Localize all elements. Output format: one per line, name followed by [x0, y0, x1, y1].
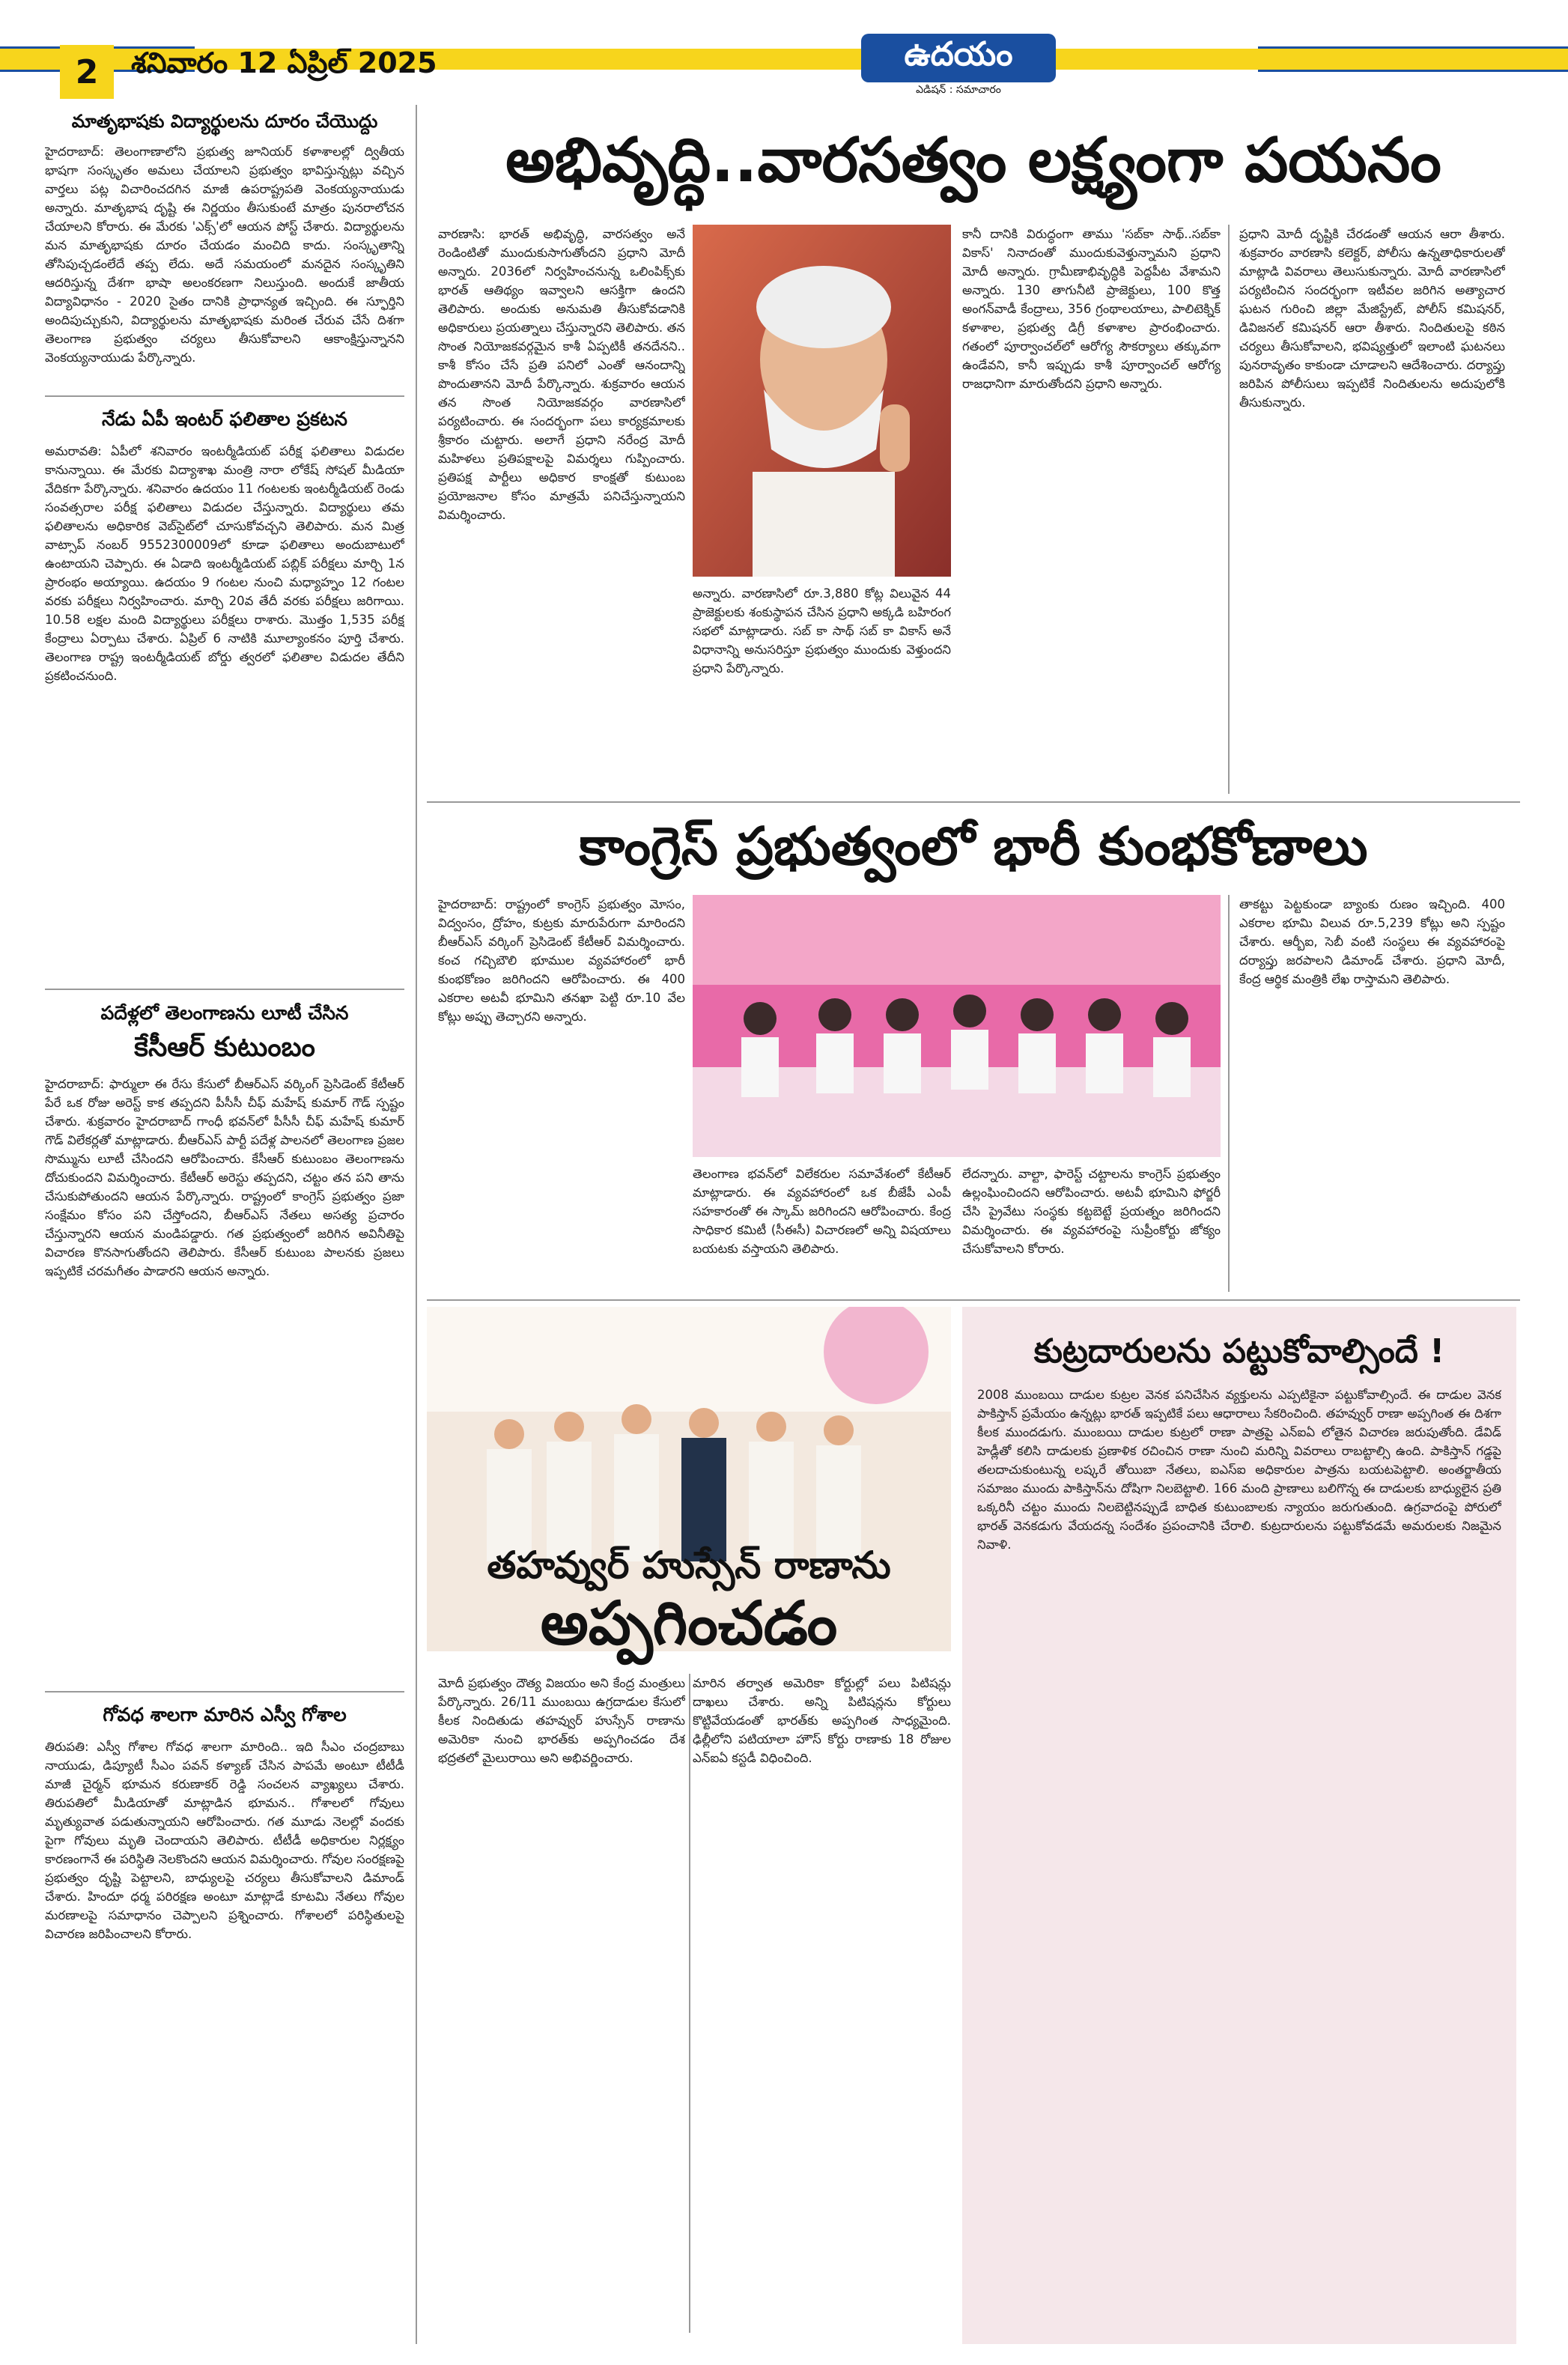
rana-col3: మారిన తర్వాత అమెరికా కోర్టుల్లో పలు పిటిషన్లు దాఖలు చేశారు. అన్ని పిటిషన్లను కోర్టులు కొట్టివేయడంతో భారత్‌కు అప్పగింత సాధ్యమైంది. ఢిల్లీలోని పటియాలా హౌస్ కోర్టు రాణాకు 18 రోజుల ఎన్ఐఏ కస్టడీ విధించింది. [693, 1676, 951, 1765]
congress-col4: తాకట్టు పెట్టకుండా బ్యాంకు రుణం ఇచ్చింది. 400 ఎకరాల భూమి విలువ రూ.5,239 కోట్లు అని స్పష్టం చేశారు. ఆర్బీఐ, సెబీ వంటి సంస్థలు ఈ వ్యవహారంపై దర్యాప్తు జరపాలని డిమాండ్ చేశారు. ప్రధాని మోదీ, కేంద్ర ఆర్థిక మంత్రికి లేఖ రాస్తామని తెలిపారు. [1239, 897, 1505, 986]
rana-headline-line2: అప్పగించడం [540, 1588, 838, 1658]
modi-photo [693, 225, 951, 577]
divider [427, 801, 1520, 803]
column-rule [689, 1674, 690, 2333]
brs-press-meet-image [693, 895, 1221, 1157]
sidebar-story4-title: గోవధ శాలగా మారిన ఎస్వీ గోశాల [103, 1704, 347, 1725]
column-rule [1228, 225, 1230, 794]
sidebar-story2-body: అమరావతి: ఏపీలో శనివారం ఇంటర్మీడియట్ పరీక్ష ఫలితాలు విడుదల కానున్నాయి. ఈ మేరకు విద్యాశాఖ మంత్రి నారా లోకేష్ సోషల్ మీడియా వేదికగా పేర్కొన్నారు. శనివారం ఉదయం 11 గంటలకు ఇంటర్మీడియట్ రెండు సంవత్సరాల పరీక్ష ఫలితాలు విడుదల చేస్తున్నారు. విద్యార్థులు తమ ఫలితాలను అధికారిక వెబ్‌సైట్‌లో చూసుకోవచ్చని తెలిపారు. మన మిత్ర వాట్సాప్ నంబర్ 9552300009లో కూడా ఫలితాలు అందుబాటులో ఉంటాయని చెప్పారు. ఈ ఏడాది ఇంటర్మీడియట్ పబ్లిక్ పరీక్షలు మార్చి 1న ప్రారంభం అయ్యాయి. ఉదయం 9 గంటల నుంచి మధ్యాహ్నం 12 గంటల వరకు పరీక్షలు నిర్వహించారు. మార్చి 20వ తేదీ వరకు పరీక్షలు జరిగాయి. 10.58 లక్షల మంది విద్యార్థులు పరీక్షలు రాశారు. మొత్తం 1,535 పరీక్ష కేంద్రాలు ఏర్పాటు చేశారు. ఏప్రిల్ 6 నాటికి మూల్యాంకనం పూర్తి చేశారు. తెలంగాణ రాష్ట్ర ఇంటర్మీడియట్ బోర్డు త్వరలో ఫలితాల విడుదల తేదీని ప్రకటించనుంది. [45, 444, 404, 683]
editorial-headline: కుట్రదారులను పట్టుకోవాల్సిందే ! [1033, 1332, 1445, 1370]
masthead-logo: ఉదయం [861, 34, 1056, 82]
column-rule [1228, 895, 1230, 1292]
lead-headline: అభివృద్ధి..వారసత్వం లక్ష్యంగా పయనం [505, 125, 1441, 196]
congress-col2: తెలంగాణ భవన్‌లో విలేకరుల సమావేశంలో కేటీఆర్ మాట్లాడారు. ఈ వ్యవహారంలో ఒక బీజేపీ ఎంపీ సహకారంతో ఈ స్కామ్ జరిగిందని ఆరోపించారు. కేంద్ర సాధికార కమిటీ (సీఈసీ) విచారణలో అన్ని విషయాలు బయటకు వస్తాయని తెలిపారు. [693, 1167, 951, 1256]
masthead-tagline: ఎడిషన్ : సమాచారం [916, 84, 1001, 96]
lead-col4: ప్రధాని మోదీ దృష్టికి చేరడంతో ఆయన ఆరా తీశారు. శుక్రవారం వారణాసి కలెక్టర్, పోలీసు ఉన్నతాధికారులతో మాట్లాడి వివరాలు తెలుసుకున్నారు. మోదీ వారణాసిలో పర్యటించిన సందర్భంగా ఇటీవల జరిగిన అత్యాచార ఘటన గురించి జిల్లా మేజిస్ట్రేట్, పోలీస్ కమిషనర్, డివిజనల్ కమిషనర్ ఆరా తీశారు. నిందితులపై కఠిన చర్యలు తీసుకోవాలని, భవిష్యత్తులో ఇలాంటి ఘటనలు పునరావృతం కాకుండా చూడాలని ఆదేశించారు. దర్యాప్తు జరిపిన పోలీసులు ఇప్పటికే నిందితులను అదుపులోకి తీసుకున్నారు. [1239, 227, 1505, 410]
congress-col1: హైదరాబాద్: రాష్ట్రంలో కాంగ్రెస్ ప్రభుత్వం మోసం, విద్వంసం, ద్రోహం, కుట్రకు మారుపేరుగా మారిందని బీఆర్‌ఎస్ వర్కింగ్ ప్రెసిడెంట్ కేటీఆర్ విమర్శించారు. కంచ గచ్చిబౌలి భూముల వ్యవహారంలో భారీ కుంభకోణం జరిగిందని ఆరోపించారు. ఈ 400 ఎకరాల అటవీ భూమిని తనఖా పెట్టి రూ.10 వేల కోట్లు అప్పు తెచ్చారని అన్నారు. [438, 897, 685, 1024]
issue-date: శనివారం 12 ఏప్రిల్ 2025 [131, 46, 437, 79]
page-number: 2 [60, 45, 114, 99]
divider [45, 395, 404, 397]
sidebar-story4-body: తిరుపతి: ఎస్వీ గోశాల గోవధ శాలగా మారింది.. ఇది సీఎం చంద్రబాబు నాయుడు, డిప్యూటీ సీఎం పవన్ కళ్యాణ్ చేసిన పాపమే అంటూ టీటీడీ మాజీ చైర్మన్ భూమన కరుణాకర్ రెడ్డి సంచలన వ్యాఖ్యలు చేశారు. తిరుపతిలో మీడియాతో మాట్లాడిన భూమన.. గోశాలలో గోవులు మృత్యువాత పడుతున్నాయని ఆరోపించారు. గత మూడు నెలల్లో వందకు పైగా గోవులు మృతి చెందాయని తెలిపారు. టీటీడీ అధికారుల నిర్లక్ష్యం కారణంగానే ఈ పరిస్థితి నెలకొందని ఆయన విమర్శించారు. గోవుల సంరక్షణపై ప్రభుత్వం దృష్టి పెట్టాలని, బాధ్యులపై చర్యలు తీసుకోవాలని డిమాండ్ చేశారు. హిందూ ధర్మ పరిరక్షణ అంటూ మాట్లాడే కూటమి నేతలు గోవుల మరణాలపై సమాధానం చెప్పాలని ప్రశ్నించారు. గోశాలలో పరిస్థితులపై విచారణ జరిపించాలని కోరారు. [45, 1740, 404, 1941]
brs-press-meet-photo [693, 895, 1221, 1157]
modi-photo-image [693, 225, 951, 577]
divider [427, 1299, 1520, 1301]
sidebar-story3-body: హైదరాబాద్: ఫార్ములా ఈ రేసు కేసులో బీఆర్‌ఎస్ వర్కింగ్ ప్రెసిడెంట్ కేటీఆర్ పేరే ఒక రోజు అరెస్ట్ కాక తప్పదని పీసీసీ చీఫ్ మహేష్ కుమార్ గౌడ్ స్పష్టం చేశారు. శుక్రవారం హైదరాబాద్ గాంధీ భవన్‌లో పీసీసీ చీఫ్ మహేష్ కుమార్ గౌడ్ విలేకర్లతో మాట్లాడారు. బీఆర్‌ఎస్ పార్టీ పదేళ్ల పాలనలో తెలంగాణ ప్రజల సొమ్మును లూటీ చేసిందని ఆరోపించారు. కేసీఆర్ కుటుంబం తెలంగాణను దోచుకుందని విమర్శించారు. కేటీఆర్ అరెస్టు తప్పదని, చట్టం తన పని తాను చేసుకుపోతుందని ఆయన పేర్కొన్నారు. రాష్ట్రంలో కాంగ్రెస్ ప్రభుత్వం ప్రజా సంక్షేమం కోసం పని చేస్తోందని, బీఆర్‌ఎస్ నేతలు అసత్య ప్రచారం చేస్తున్నారని ఆయన మండిపడ్డారు. గత ప్రభుత్వంలో జరిగిన అవినీతిపై విచారణ కొనసాగుతోందని తెలిపారు. కేసీఆర్ కుటుంబ పాలనకు ప్రజలు ఇప్పటికే చరమగీతం పాడారని ఆయన అన్నారు. [45, 1077, 404, 1278]
editorial-body: 2008 ముంబయి దాడుల కుట్రల వెనక పనిచేసిన వ్యక్తులను ఎప్పటికైనా పట్టుకోవాల్సిందే. ఈ దాడుల వెనక పాకిస్తాన్ ప్రమేయం ఉన్నట్లు భారత్ ఇప్పటికే పలు ఆధారాలు సేకరించింది. తహవ్వుర్ రాణా అప్పగింత ఈ దిశగా కీలక ముందడుగు. ముంబయి దాడుల కుట్రలో రాణా పాత్రపై ఎన్ఐఏ లోతైన విచారణ జరుపుతోంది. డేవిడ్ హెడ్లీతో కలిసి దాడులకు ప్రణాళిక రచించిన రాణా నుంచి మరిన్ని వివరాలు రాబట్టాల్సి ఉంది. పాకిస్తాన్ గడ్డపై తలదాచుకుంటున్న లష్కరే తోయిబా నేతలు, ఐఎస్ఐ అధికారుల పాత్రను బయటపెట్టాలి. అంతర్జాతీయ సమాజం ముందు పాకిస్తాన్‌ను దోషిగా నిలబెట్టాలి. 166 మంది ప్రాణాలు బలిగొన్న ఈ దాడులకు బాధ్యులైన ప్రతి ఒక్కరినీ చట్టం ముందు నిలబెట్టినప్పుడే బాధిత కుటుంబాలకు న్యాయం జరుగుతుంది. ఉగ్రవాదంపై పోరులో భారత్ వెనకడుగు వేయదన్న సందేశం ప్రపంచానికి చేరాలి. కుట్రదారులను పట్టుకోవడమే అమరులకు నిజమైన నివాళి. [977, 1388, 1501, 1552]
sidebar-story3-title-line2: కేసీఆర్ కుటుంబం [134, 1032, 315, 1063]
congress-headline: కాంగ్రెస్ ప్రభుత్వంలో భారీ కుంభకోణాలు [579, 816, 1368, 877]
lead-col2: అన్నారు. వారణాసిలో రూ.3,880 కోట్ల విలువైన 44 ప్రాజెక్టులకు శంకుస్థాపన చేసిన ప్రధాని అక్కడి బహిరంగ సభలో మాట్లాడారు. సబ్ కా సాథ్ సబ్ కా వికాస్ అనే విధానాన్ని అనుసరిస్తూ ప్రభుత్వం ముందుకు వెళ్తుందని ప్రధాని పేర్కొన్నారు. [693, 586, 951, 676]
divider [45, 1691, 404, 1692]
lead-col3: కానీ దానికి విరుద్ధంగా తాము 'సబ్‌కా సాథ్..సబ్‌కా వికాస్' నినాదంతో ముందుకువెళ్తున్నామని ప్రధాని మోదీ అన్నారు. గ్రామీణాభివృద్ధికి పెద్దపీట వేశామని అన్నారు. 130 తాగునీటి ప్రాజెక్టులు, 100 కొత్త అంగన్‌వాడీ కేంద్రాలు, 356 గ్రంథాలయాలు, పాలిటెక్నిక్ కళాశాల, ప్రభుత్వ డిగ్రీ కళాశాల ప్రారంభించారు. గతంలో పూర్వాంచల్‌లో ఆరోగ్య సౌకర్యాలు తక్కువగా ఉండేవని, కానీ ఇప్పుడు కాశీ పూర్వాంచల్ ఆరోగ్య రాజధానిగా మారుతోందని ప్రధాని అన్నారు. [962, 227, 1221, 391]
rana-headline-line1: తహవ్వుర్ హుస్సేన్ రాణాను [487, 1543, 891, 1587]
column-rule [416, 105, 417, 2344]
sidebar-story1-body: హైదరాబాద్: తెలంగాణాలోని ప్రభుత్వ జూనియర్ కళాశాలల్లో ద్వితీయ భాషగా సంస్కృతం అమలు చేయాలని ప్రభుత్వం భావిస్తున్నట్లు వచ్చిన వార్తలు పట్ల విచారించదగిన మాజీ ఉపరాష్ట్రపతి వెంకయ్యనాయుడు అన్నారు. మాతృభాష దృష్టి ఈ నిర్ణయం తీసుకుంటే మాత్రం పునరాలోచన చేయాలని కోరారు. ఈ మేరకు 'ఎక్స్'లో ఆయన పోస్ట్ చేశారు. విద్యార్థులను మన మాతృభాషకు దూరం చేయడం మంచిది కాదు. సంస్కృతాన్ని తోసిపుచ్చడంలేదే తప్ప లేదు. అదే సమయంలో మనదైన సంస్కృతిని ఆదరిస్తున్న దేశగా భాషా అలంకరణగా నిలుస్తుంది. అందుకే జాతీయ విద్యావిధానం - 2020 సైతం దానికి ప్రాధాన్యత ఇచ్చింది. ఈ స్ఫూర్తిని అందిపుచ్చుకుని, విద్యార్థులను మాతృభాషకు మరింత చేరువ చేసే దిశగా తెలంగాణ ప్రభుత్వం చర్యలు తీసుకోవాలని ఆకాంక్షిస్తున్నానని వెంకయ్యనాయుడు పేర్కొన్నారు. [45, 145, 404, 365]
rana-col1-text: మోదీ ప్రభుత్వం దౌత్య విజయం అని కేంద్ర మంత్రులు పేర్కొన్నారు. 26/11 ముంబయి ఉగ్రదాడుల కేసులో కీలక నిందితుడు తహవ్వుర్ హుస్సేన్ రాణాను అమెరికా నుంచి భారత్‌కు అప్పగించడం దేశ భద్రతలో మైలురాయి అని అభివర్ణించారు. [438, 1676, 685, 1765]
congress-col3: లేదన్నారు. వాల్టా, ఫారెస్ట్ చట్టాలను కాంగ్రెస్ ప్రభుత్వం ఉల్లంఘించిందని ఆరోపించారు. అటవీ భూమిని ఫోర్జరీ చేసి ప్రైవేటు సంస్థకు కట్టబెట్టే ప్రయత్నం జరిగిందని విమర్శించారు. ఈ వ్యవహారంపై సుప్రీంకోర్టు జోక్యం చేసుకోవాలని కోరారు. [962, 1167, 1221, 1256]
sidebar-story1-title: మాతృభాషకు విద్యార్థులను దూరం చేయొద్దు [71, 111, 378, 132]
sidebar-story3-title-line1: పదేళ్లలో తెలంగాణను లూటీ చేసిన [100, 1002, 349, 1024]
divider [45, 989, 404, 990]
sidebar-story2-title: నేడు ఏపీ ఇంటర్ ఫలితాల ప్రకటన [102, 408, 347, 430]
lead-col1: వారణాసి: భారత్ అభివృద్ధి, వారసత్వం అనే రెండింటితో ముందుకుసాగుతోందని ప్రధాని మోదీ అన్నారు. 2036లో నిర్వహించనున్న ఒలింపిక్స్‌కు భారత్ ఆతిథ్యం ఇవ్వాలని ఆసక్తిగా ఉందని తెలిపారు. అందుకు అనుమతి తీసుకోవడానికి అధికారులు ప్రయత్నాలు చేస్తున్నారని తెలిపారు. తన సొంత నియోజకవర్గమైన కాశీ ఏప్పటికీ తనదేనని.. కాశీ కోసం చేసే ప్రతి పనిలో ఎంతో ఆనందాన్ని పొందుతానని మోదీ పేర్కొన్నారు. శుక్రవారం ఆయన తన సొంత నియోజకవర్గం వారణాసిలో పర్యటించారు. ఈ సందర్భంగా పలు కార్యక్రమాలకు శ్రీకారం చుట్టారు. అలాగే ప్రధాని నరేంద్ర మోదీ మహిళలు ప్రతిపక్షాలపై విమర్శలు గుప్పించారు. ప్రతిపక్ష పార్టీలు అధికార కాంక్షతో కుటుంబ ప్రయోజనాల కోసం మాత్రమే పనిచేస్తున్నాయని విమర్శించారు. [438, 227, 685, 522]
